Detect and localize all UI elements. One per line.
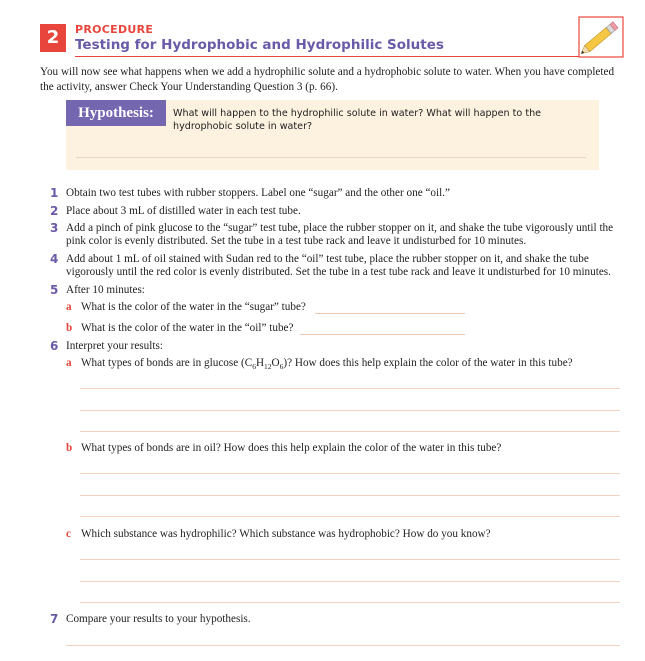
step-6c-answer-line-1[interactable] bbox=[80, 559, 620, 560]
section-label: PROCEDURE bbox=[75, 23, 154, 36]
step-text: Add about 1 mL of oil stained with Sudan red to the “oil” test tube, place the rubber stopper on it, and shake the tube vigorously until the red color is evenly distributed. Set the tube in a test tube rack and leave it undisturbed for 10 minutes. bbox=[66, 253, 611, 278]
step-number: 4 bbox=[50, 252, 59, 266]
step-text: Interpret your results: bbox=[66, 340, 163, 352]
step-text: After 10 minutes: bbox=[66, 284, 145, 296]
step-7-answer-line[interactable] bbox=[66, 645, 620, 646]
header-rule bbox=[75, 56, 620, 57]
sub-letter: c bbox=[66, 528, 71, 540]
step-6c-answer-line-3[interactable] bbox=[80, 602, 620, 603]
step-6b-answer-line-3[interactable] bbox=[80, 516, 620, 517]
section-number: 2 bbox=[40, 24, 66, 52]
step-number: 1 bbox=[50, 186, 59, 200]
step-number: 7 bbox=[50, 612, 59, 626]
step-text: Add a pinch of pink glucose to the “sugar” test tube, place the rubber stopper on it, and shake the tube vigorously until the pink color is evenly distributed. Set the tube in a test tube rack and leave it undisturbed for 10 minutes. bbox=[66, 222, 614, 247]
step-number: 5 bbox=[50, 283, 59, 297]
sub-letter: a bbox=[66, 357, 72, 369]
sub-text: Which substance was hydrophilic? Which substance was hydrophobic? How do you know? bbox=[81, 528, 491, 540]
step-number: 3 bbox=[50, 221, 59, 235]
sub-text: What is the color of the water in the “oil” tube? bbox=[81, 322, 294, 334]
step-6b-answer-line-1[interactable] bbox=[80, 473, 620, 474]
step-6a-answer-line-2[interactable] bbox=[80, 410, 620, 411]
sub-text: What types of bonds are in oil? How does this help explain the color of the water in this tube? bbox=[81, 442, 502, 454]
section-header bbox=[40, 20, 625, 60]
hypothesis-question: What will happen to the hydrophilic solute in water? What will happen to the hydrophobic solute in water? bbox=[173, 108, 542, 132]
step-6a-answer-line-1[interactable] bbox=[80, 388, 620, 389]
step-6a-answer-line-3[interactable] bbox=[80, 431, 620, 432]
step-text: Place about 3 mL of distilled water in each test tube. bbox=[66, 205, 301, 217]
intro-text: You will now see what happens when we add a hydrophilic solute and a hydrophobic solute to water. When you have completed the activity, answer Check Your Understanding Question 3 (p. 66). bbox=[40, 66, 615, 93]
sub-text: What is the color of the water in the “sugar” tube? bbox=[81, 301, 306, 313]
sub-letter: b bbox=[66, 442, 73, 454]
step-6c-answer-line-2[interactable] bbox=[80, 581, 620, 582]
sub-letter: b bbox=[66, 322, 73, 334]
hypothesis-label: Hypothesis: bbox=[66, 100, 166, 126]
hypothesis-answer-line[interactable] bbox=[76, 157, 586, 158]
hypothesis-box bbox=[66, 100, 599, 170]
step-6b-answer-line-2[interactable] bbox=[80, 495, 620, 496]
step-number: 2 bbox=[50, 204, 59, 218]
step-5a-answer-line[interactable] bbox=[315, 313, 465, 314]
step-5b-answer-line[interactable] bbox=[300, 334, 465, 335]
step-number: 6 bbox=[50, 339, 59, 353]
sub-text: What types of bonds are in glucose $(C_6H_{12}O_6)$? How does this help explain the color of the water in this tube? bbox=[81, 357, 573, 372]
section-title: Testing for Hydrophobic and Hydrophilic Solutes bbox=[75, 37, 444, 53]
pencil-icon bbox=[578, 16, 624, 60]
step-text: Obtain two test tubes with rubber stoppers. Label one “sugar” and the other one “oil.” bbox=[66, 187, 450, 199]
step-text: Compare your results to your hypothesis. bbox=[66, 613, 251, 625]
sub-letter: a bbox=[66, 301, 72, 313]
